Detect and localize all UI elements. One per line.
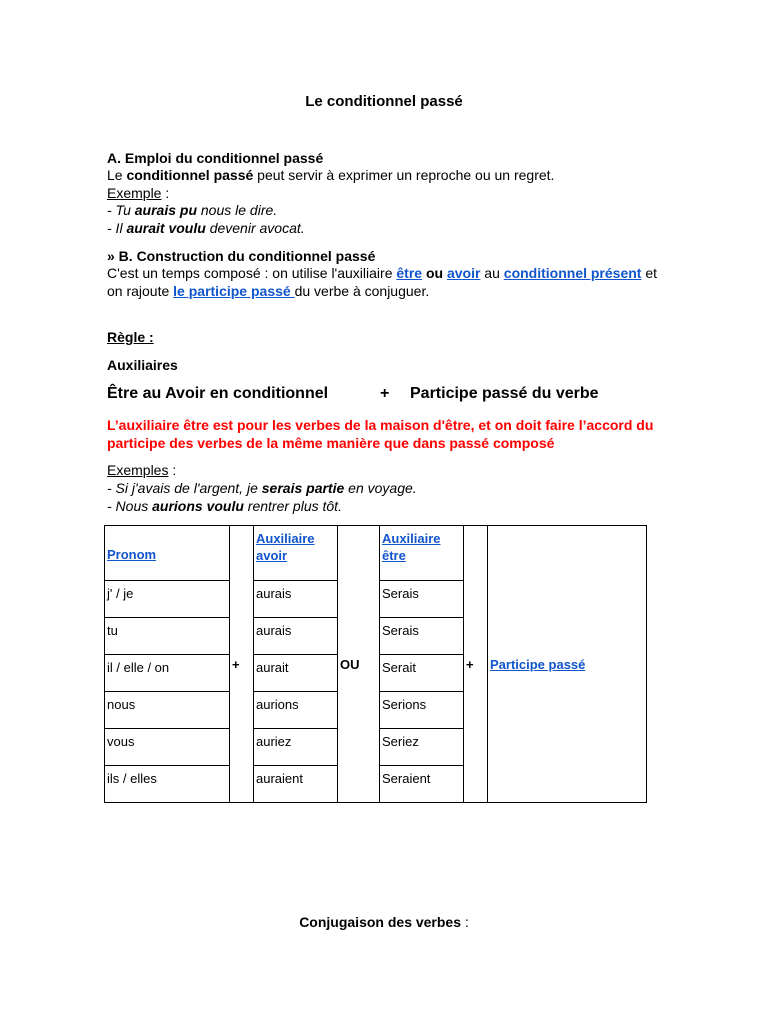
formula-left: Être au Avoir en conditionnel <box>107 385 329 402</box>
cell-pronom: vous <box>105 729 230 766</box>
link-etre[interactable]: être <box>396 265 423 281</box>
cell-avoir: aurais <box>254 618 338 655</box>
section-b-line-1: C'est un temps composé : on utilise l'auxiliaire être ou avoir au conditionnel présent et <box>107 265 658 281</box>
conjugaison-heading: Conjugaison des verbes : <box>299 914 469 930</box>
cell-avoir: aurais <box>254 581 338 618</box>
cell-etre: Serais <box>380 581 464 618</box>
header-auxiliaire-etre <box>380 526 464 581</box>
cell-pronom: nous <box>105 692 230 729</box>
link-avoir[interactable]: avoir <box>446 265 481 281</box>
cell-avoir: aurions <box>254 692 338 729</box>
examples-label: Exemples : <box>107 462 177 478</box>
cell-etre: Seraient <box>380 766 464 803</box>
formula-plus: + <box>380 385 390 402</box>
header-pronom <box>105 526 230 581</box>
warning-line-2: participe des verbes de la même manière que dans passé composé <box>107 435 555 451</box>
link-pronom[interactable]: Pronom <box>107 546 157 562</box>
section-b-line-2: on rajoute le participe passé du verbe à conjuguer. <box>107 283 430 299</box>
cell-pronom: il / elle / on <box>105 655 230 692</box>
cell-avoir: auriez <box>254 729 338 766</box>
cell-etre: Serais <box>380 618 464 655</box>
auxiliaires-label: Auxiliaires <box>107 357 178 373</box>
formula-right: Participe passé du verbe <box>410 385 599 402</box>
ou-separator: OU <box>338 526 380 803</box>
cell-avoir: aurait <box>254 655 338 692</box>
warning-line-1: L’auxiliaire être est pour les verbes de la maison d'être, et on doit faire l’accord du <box>107 417 654 433</box>
link-participe-passe[interactable]: le participe passé <box>173 283 295 299</box>
table-header-row <box>105 526 647 581</box>
rule-label: Règle : <box>107 329 154 345</box>
cell-avoir: auraient <box>254 766 338 803</box>
conjugation-table <box>104 525 647 803</box>
cell-etre: Serions <box>380 692 464 729</box>
section-b-heading: » B. Construction du conditionnel passé <box>107 248 376 264</box>
cell-etre: Seriez <box>380 729 464 766</box>
section-a-text: Le conditionnel passé peut servir à exprimer un reproche ou un regret. <box>107 167 555 183</box>
section-a-example-1: - Tu aurais pu nous le dire. <box>107 202 278 218</box>
link-auxiliaire-etre[interactable]: Auxiliaire être <box>382 531 441 563</box>
plus-sign-1: + <box>230 526 254 803</box>
section-a-example-2: - Il aurait voulu devenir avocat. <box>107 220 305 236</box>
cell-etre: Serait <box>380 655 464 692</box>
example-1: - Si j'avais de l'argent, je serais partie en voyage. <box>107 480 417 496</box>
link-conditionnel-present[interactable]: conditionnel présent <box>503 265 642 281</box>
plus-sign-2: + <box>464 526 488 803</box>
cell-pronom: j' / je <box>105 581 230 618</box>
section-a-example-label: Exemple : <box>107 185 170 201</box>
header-auxiliaire-avoir <box>254 526 338 581</box>
link-auxiliaire-avoir[interactable]: Auxiliaire avoir <box>256 531 315 563</box>
participe-passe-cell <box>488 526 647 803</box>
section-a-heading: A. Emploi du conditionnel passé <box>107 150 324 166</box>
page-title: Le conditionnel passé <box>305 93 463 110</box>
link-participe-passe-table[interactable]: Participe passé <box>490 656 586 672</box>
cell-pronom: ils / elles <box>105 766 230 803</box>
cell-pronom: tu <box>105 618 230 655</box>
example-2: - Nous aurions voulu rentrer plus tôt. <box>107 498 342 514</box>
